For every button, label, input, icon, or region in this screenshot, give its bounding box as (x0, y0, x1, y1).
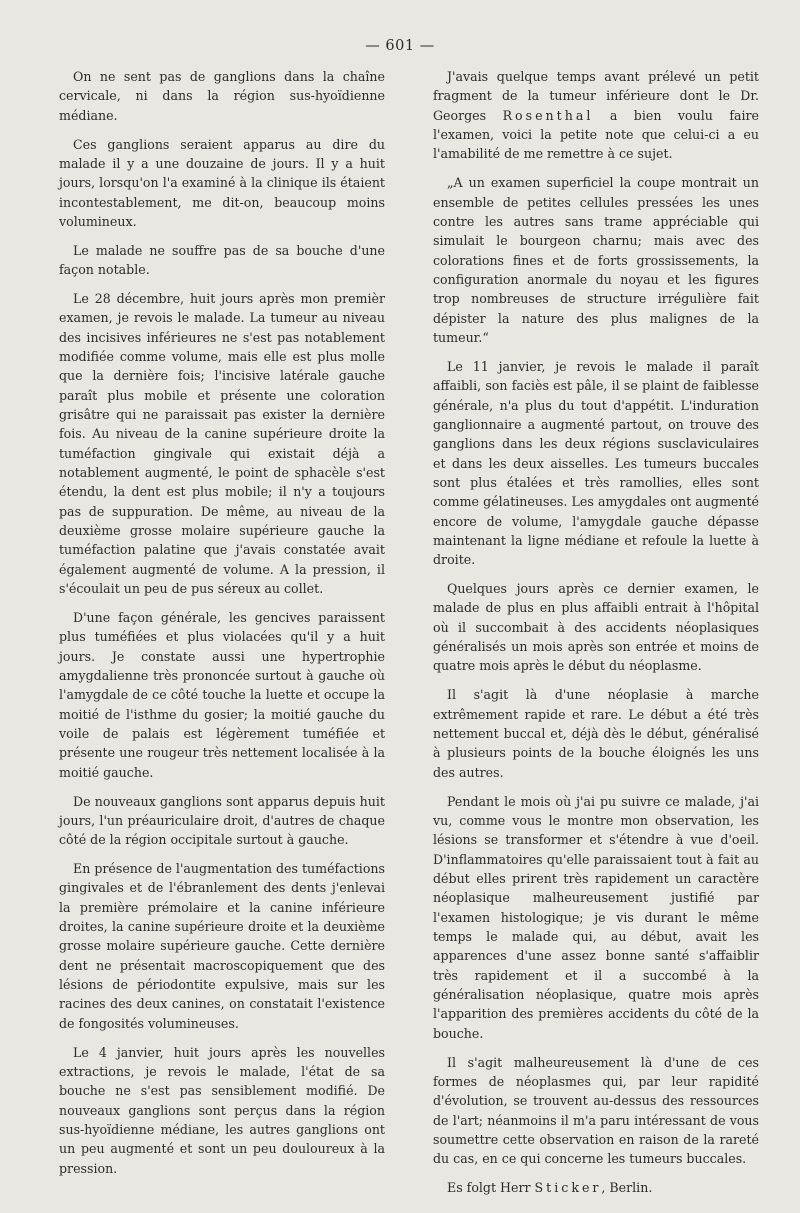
paragraph: Il s'agit malheureusement là d'une de ces formes de néoplasmes qui, par leur rapidité d'évolution, se trouvent au-dessus des ressources de l'art; néanmoins il m'a paru intéressant de vous soumettre cette observation en raison de la rareté du cas, en ce qui concerne les tumeurs buccales. (433, 1054, 759, 1167)
left-column (59, 67, 385, 1178)
page-number: — 601 — (365, 38, 435, 54)
paragraph: Quelques jours après ce dernier examen, le malade de plus en plus affaibli entrait à l'hôpital où il succombait à des accidents néoplasiques généralisés un mois après son entrée et moins de quatre mois après le début du néoplasme. (433, 581, 759, 674)
paragraph: Le 28 décembre, huit jours après mon premièr examen, je revois le malade. La tumeur au niveau des incisives inférieures ne s'est pas notablement modifiée comme volume, mais elle est plus molle que la dernière fois; l'incisive latérale gauche paraît plus mobile et présente une coloration grisâtre qui ne paraissait pas exister la dernière fois. Au niveau de la canine supérieure droite la tuméfaction gingivale qui existait déjà a notablement augmenté, le point de sphacèle s'est étendu, la dent est plus mobile; il n'y a toujours pas de suppuration. De même, au niveau de la deuxième grosse molaire supérieure gauche la tuméfaction palatine que j'avais constatée avait également augmenté de volume. A la pression, il s'écoulait un peu de pus séreux au collet. (59, 290, 385, 597)
right-column (433, 67, 759, 1197)
author-name: Rosenthal (502, 107, 594, 123)
paragraph: Le 11 janvier, je revois le malade il paraît affaibli, son faciès est pâle, il se plaint de faiblesse générale, n'a plus du tout d'appétit. L'induration ganglionnaire a augmenté partout, on trouve des ganglions dans les deux régions susclaviculaires et dans les deux aisselles. Les tumeurs buccales sont plus étalées et très ramollies, elles sont comme gélatineuses. Les amygdales ont augmenté encore de volume, l'amygdale gauche dépasse maintenant la ligne médiane et refoule la luette à droite. (433, 358, 759, 568)
text-run: Es folgt Herr (447, 1180, 535, 1196)
text-run: a bien voulu faire l'examen, voici la petite note que celui-ci a eu l'amabilité de me remettre à ce sujet. (433, 107, 759, 162)
paragraph: Le malade ne souffre pas de sa bouche d'une façon notable. (59, 242, 385, 278)
text-run: J'avais quelque temps avant prélevé un petit fragment de la tumeur inférieure dont le Dr. Georges (433, 69, 759, 123)
paragraph: Il s'agit là d'une néoplasie à marche extrêmement rapide et rare. Le début a été très nettement buccal et, déjà dès le début, généralisé à plusieurs points de la bouche éloignés les uns des autres. (433, 687, 759, 780)
paragraph: D'une façon générale, les gencives paraissent plus tuméfiées et plus violacées qu'il y a huit jours. Je constate aussi une hypertrophie amygdalienne très prononcée surtout à gauche où l'amygdale de ce côté touche la luette et occupe la moitié de l'isthme du gosier; la moitié gauche du voile de palais est légèrement tuméfiée et présente une rougeur très nettement localisée à la moitié gauche. (59, 609, 385, 780)
paragraph: Ces ganglions seraient apparus au dire du malade il y a une douzaine de jours. Il y a huit jours, lorsqu'on l'a examiné à la clinique ils étaient incontestablement, me dit-on, beaucoup moins volumineux. (59, 136, 385, 229)
text-run: , Berlin. (601, 1180, 653, 1196)
paragraph: On ne sent pas de ganglions dans la chaîne cervicale, ni dans la région sus-hyoïdienne médiane. (59, 69, 385, 123)
quoted-report: „A un examen superficiel la coupe montrait un ensemble de petites cellules pressées les unes contre les autres sans trame appréciable qui simulait le bourgeon charnu; mais avec des colorations fines et de forts grossissements, la configuration anormale du noyau et les figures trop nombreuses de structure irrégulière fait dépister la nature des plus malignes de la tumeur.“ (433, 175, 759, 345)
paragraph: En présence de l'augmentation des tuméfactions gingivales et de l'ébranlement des dents j'enlevai la première prémolaire et la canine inférieure droites, la canine supérieure droite et la deuxième grosse molaire supérieure gauche. Cette dernière dent ne présentait macroscopiquement que des lésions de périodontite expulsive, mais sur les racines des deux canines, on constatait l'existence de fongosités volumineuses. (59, 861, 385, 1031)
speaker-name: Sticker (534, 1180, 602, 1196)
paragraph (433, 67, 759, 164)
paragraph: De nouveaux ganglions sont apparus depuis huit jours, l'un préauriculaire droit, d'autres de chaque côté de la région occipitale surtout à gauche. (59, 793, 385, 848)
closing-line (433, 1178, 759, 1197)
paragraph: Pendant le mois où j'ai pu suivre ce malade, j'ai vu, comme vous le montre mon observation, les lésions se transformer et s'étendre à vue d'oeil. D'inflammatoires qu'elle paraissaient tout à fait au début elles prirent très rapidement un caractère néoplasique malheureusement justifié par l'examen histologique; je vis durant le même temps le malade qui, au début, avait les apparences d'une assez bonne santé s'affaiblir très rapidement et il a succombé à la généralisation néoplasique, quatre mois après l'apparition des premières accidents du côté de la bouche. (433, 793, 759, 1041)
paragraph: Le 4 janvier, huit jours après les nouvelles extractions, je revois le malade, l'état de sa bouche ne s'est pas sensiblement modifié. De nouveaux ganglions sont perçus dans la région sus-hyoïdienne médiane, les autres ganglions ont un peu augmenté et sont un peu douloureux à la pression. (59, 1044, 385, 1176)
